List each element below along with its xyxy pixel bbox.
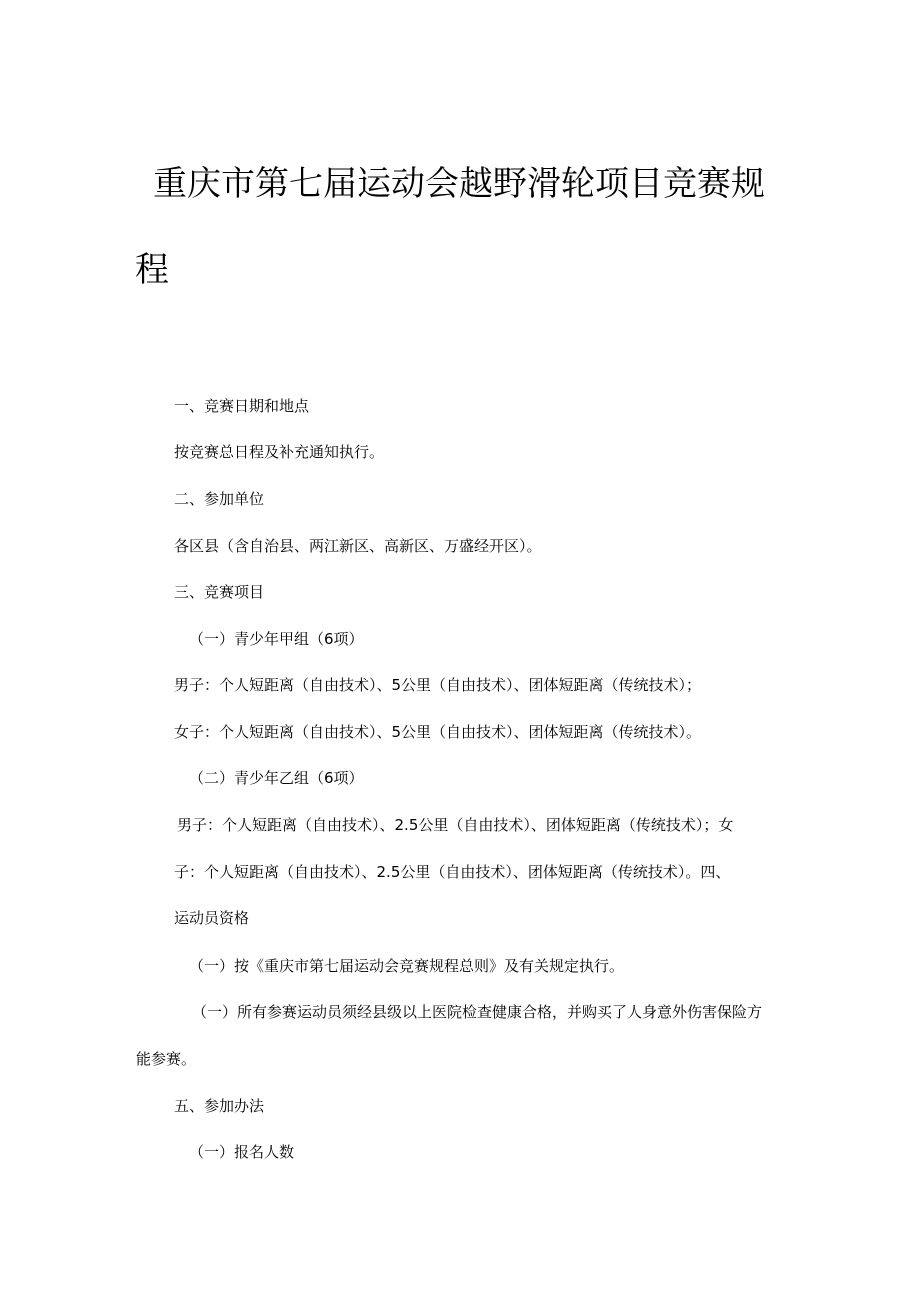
paragraph-group-b-women: 子：个人短距离（自由技术）、2.5公里（自由技术）、团体短距离（传统技术）。四、 xyxy=(174,863,731,881)
subheading-registration-count: （一）报名人数 xyxy=(189,1143,295,1161)
section-heading-participants: 二、参加单位 xyxy=(174,490,265,508)
document-title-line-2: 程 xyxy=(135,250,169,290)
section-heading-date-venue: 一、竞赛日期和地点 xyxy=(174,397,310,415)
paragraph-eligibility-2-cont: 能参赛。 xyxy=(136,1050,197,1068)
paragraph-group-a-women: 女子：个人短距离（自由技术）、5公里（自由技术）、团体短距离（传统技术）。 xyxy=(174,723,702,741)
section-heading-events: 三、竞赛项目 xyxy=(174,583,265,601)
paragraph-date-venue: 按竞赛总日程及补充通知执行。 xyxy=(174,443,385,461)
paragraph-eligibility-2: （一）所有参赛运动员须经县级以上医院检查健康合格，并购买了人身意外伤害保险方 xyxy=(192,1003,763,1021)
paragraph-participants: 各区县（含自治县、两江新区、高新区、万盛经开区）。 xyxy=(174,537,542,555)
document-title-line-1: 重庆市第七届运动会越野滑轮项目竞赛规 xyxy=(153,164,765,204)
paragraph-group-a-men: 男子：个人短距离（自由技术）、5公里（自由技术）、团体短距离（传统技术）； xyxy=(174,676,702,694)
subheading-youth-group-a: （一）青少年甲组（6项） xyxy=(189,630,364,648)
section-heading-eligibility: 运动员资格 xyxy=(174,909,250,927)
paragraph-eligibility-1: （一）按《重庆市第七届运动会竞赛规程总则》及有关规定执行。 xyxy=(189,957,625,975)
paragraph-group-b-men: 男子：个人短距离（自由技术）、2.5公里（自由技术）、团体短距离（传统技术）；女 xyxy=(177,816,734,834)
section-heading-participation: 五、参加办法 xyxy=(174,1097,265,1115)
subheading-youth-group-b: （二）青少年乙组（6项） xyxy=(189,769,364,787)
